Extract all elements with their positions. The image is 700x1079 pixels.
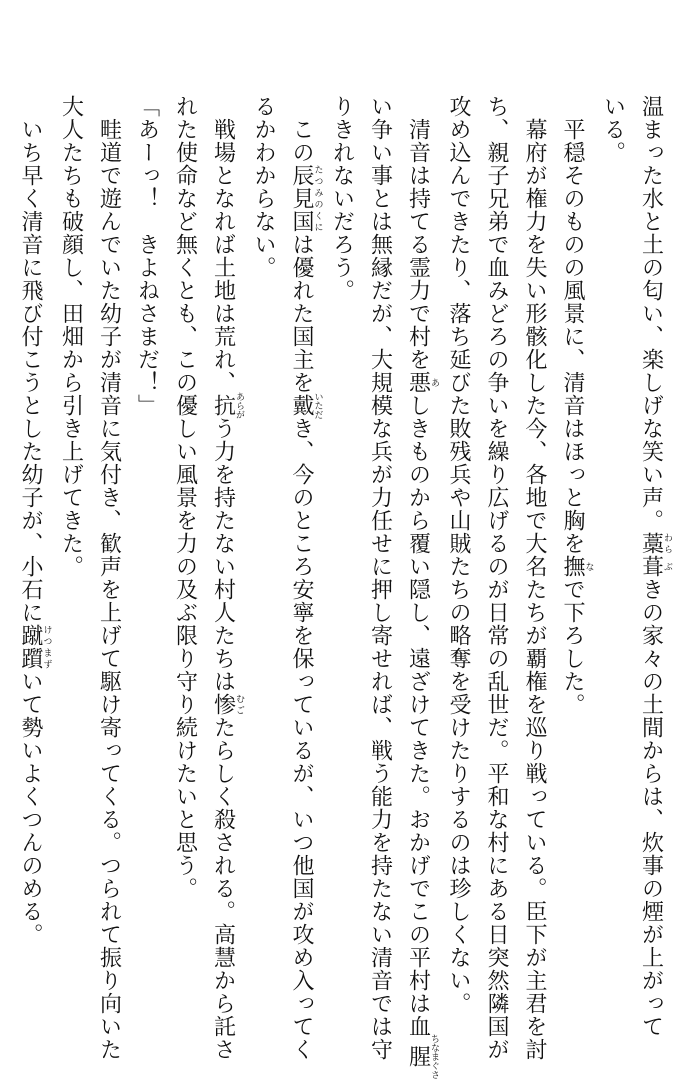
text-column: 幕府が権力を失い形骸化した今、各地で大名たちが覇権を巡り戦っている。臣下が主君を討 <box>522 95 547 1061</box>
furigana-word: 戴いただ <box>289 392 323 419</box>
furigana-word: 藁わら <box>638 532 672 555</box>
furigana-reading: あ <box>429 371 439 394</box>
text-column: 攻め込んできたり、落ち延びた敗残兵や山賊たちの略奪を受けたりするのは珍しくない。 <box>446 95 471 1015</box>
text-column: この辰見国たつみのくには優れた国主を戴いただき、今のところ安寧を保っているが、いつ他国が攻め入ってく <box>289 95 323 1061</box>
furigana-reading: けつまず <box>41 624 52 670</box>
furigana-word: 辰見国たつみのくに <box>289 164 323 233</box>
furigana-reading: ちなまぐさ <box>429 1034 439 1079</box>
text-column: 温まった水と土の匂い、楽しげな笑い声。藁わら葺ぶきの家々の土間からは、炊事の煙が上がって <box>638 95 672 1038</box>
furigana-word: 惨むご <box>210 693 244 716</box>
furigana-reading: たつみのくに <box>312 164 323 233</box>
text-column: 戦場となれば土地は荒れ、抗あらがう力を持たない村人たちは惨むごたらしく殺される。高慧から託さ <box>210 95 244 1061</box>
text-column: 清音は持てる霊力で村を悪あしきものから覆い隠し、遠ざけてきた。おかげでこの平村は血腥ちなまぐさ <box>405 95 439 1079</box>
text-column: りきれないだろう。 <box>329 95 355 302</box>
text-column: 平穏そのものの風景に、清音はほっと胸を撫なで下ろした。 <box>560 95 594 716</box>
text-column: 大人たちも破顔し、田畑から引き上げてきた。 <box>58 95 84 578</box>
text-column: ち、親子兄弟で血みどろの争いを繰り広げるのが日常の乱世だ。平和な村にある日突然隣国が <box>484 95 509 1061</box>
furigana-reading: むご <box>234 693 244 716</box>
furigana-reading: いただ <box>312 392 323 419</box>
text-column: 畦道で遊んでいた幼子が清音に気付き、歓声を上げて駆け寄ってくる。つられて振り向いた <box>96 95 122 1061</box>
text-column: い争い事とは無縁だが、大規模な兵が力任せに押し寄せれば、戦う能力を持たない清音では守 <box>367 95 393 1061</box>
vertical-text-body <box>18 95 672 1079</box>
text-column: いち早く清音に飛び付こうとした幼子が、小石に蹴躓けつまずいて勢いよくつんのめる。 <box>18 95 52 946</box>
furigana-word: 腥ちなまぐさ <box>405 1034 439 1079</box>
furigana-word: 撫な <box>560 555 594 578</box>
furigana-word: 葺ぶ <box>638 555 672 578</box>
text-column: 「あーっ！ きよねさまだ！」 <box>134 95 160 417</box>
furigana-word: 抗あらが <box>210 392 244 419</box>
furigana-word: 悪あ <box>405 371 439 394</box>
furigana-reading: わら <box>662 532 672 555</box>
furigana-word: 蹴躓けつまず <box>18 624 52 670</box>
furigana-reading: あらが <box>234 392 244 419</box>
text-column: いる。 <box>600 95 626 164</box>
furigana-reading: ぶ <box>662 555 672 578</box>
furigana-reading: な <box>583 555 594 578</box>
text-column: るかわからない。 <box>251 95 276 279</box>
text-column: れた使命など無くとも、この優しい風景を力の及ぶ限り守り続けたいと思う。 <box>172 95 198 900</box>
